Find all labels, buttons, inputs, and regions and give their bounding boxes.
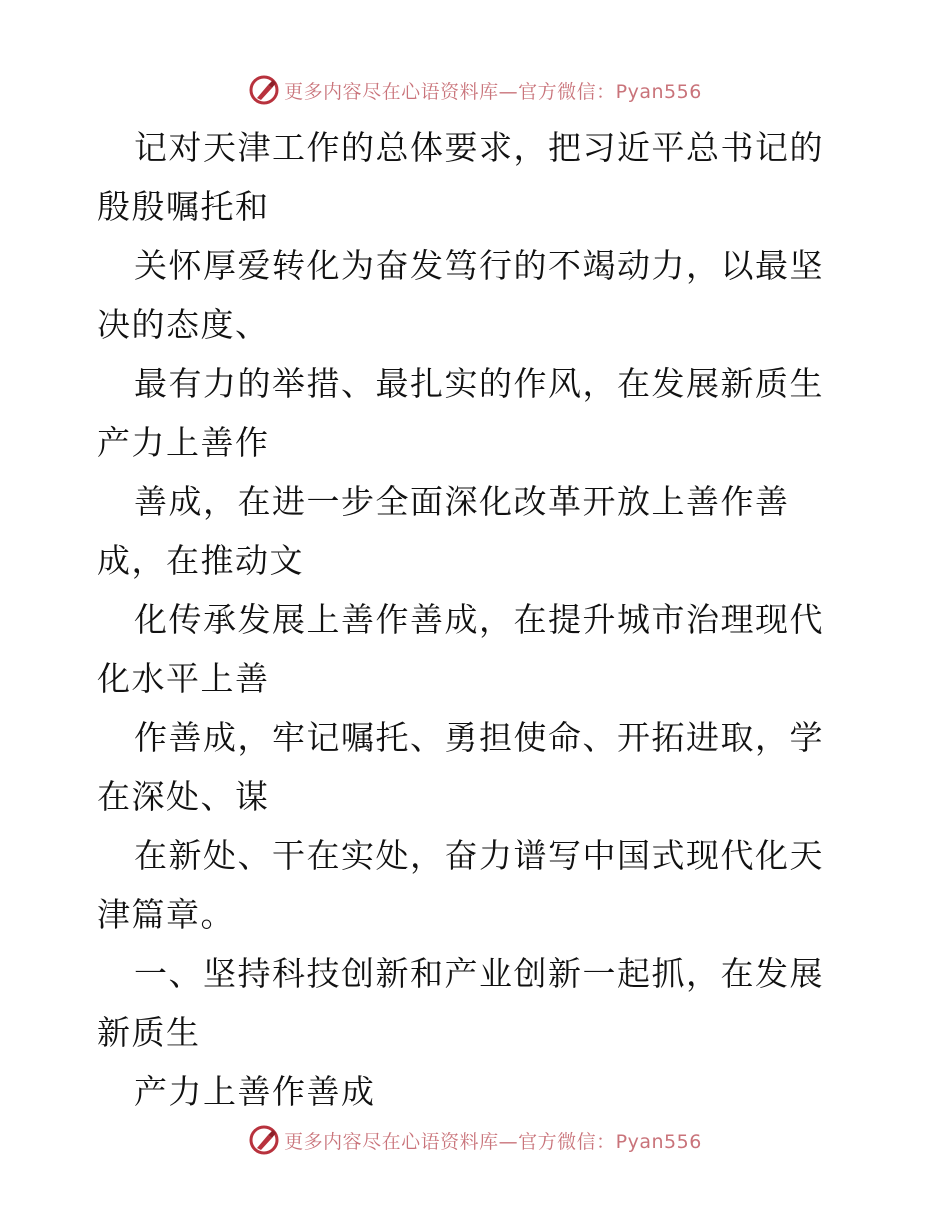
pen-logo-icon bbox=[248, 74, 280, 106]
paragraph: 最有力的举措、最扎实的作风，在发展新质生产力上善作 bbox=[97, 364, 824, 462]
paragraph: 在新处、干在实处，奋力谱写中国式现代化天津篇章。 bbox=[97, 836, 824, 934]
header-watermark bbox=[0, 70, 950, 110]
paragraph: 善成，在进一步全面深化改革开放上善作善成，在推动文 bbox=[97, 482, 790, 580]
footer-watermark bbox=[0, 1120, 950, 1160]
document-body bbox=[97, 118, 857, 1121]
watermark-text: 更多内容尽在心语资料库—官方微信：Pyan556 bbox=[284, 80, 702, 103]
paragraph: 化传承发展上善作善成，在提升城市治理现代化水平上善 bbox=[97, 600, 824, 698]
section-heading: 一、坚持科技创新和产业创新一起抓，在发展新质生 bbox=[97, 954, 824, 1052]
paragraph: 关怀厚爱转化为奋发笃行的不竭动力，以最坚决的态度、 bbox=[97, 246, 824, 344]
paragraph: 记对天津工作的总体要求，把习近平总书记的殷殷嘱托和 bbox=[97, 128, 824, 226]
watermark-text: 更多内容尽在心语资料库—官方微信：Pyan556 bbox=[284, 1130, 702, 1153]
pen-logo-icon bbox=[248, 1124, 280, 1156]
paragraph: 作善成，牢记嘱托、勇担使命、开拓进取，学在深处、谋 bbox=[97, 718, 824, 816]
paragraph: 产力上善作善成 bbox=[134, 1072, 376, 1111]
